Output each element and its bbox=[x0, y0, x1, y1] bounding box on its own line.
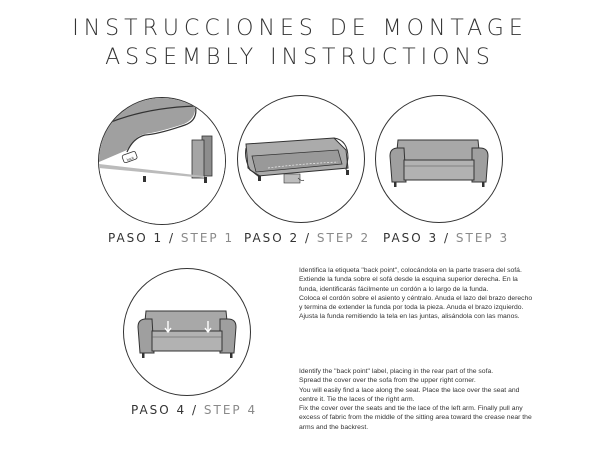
step-4-en: STEP 4 bbox=[203, 403, 258, 417]
instruction-en-4: Fix the cover over the seats and tie the lace of the left arm. Finally pull any excess of fabric from the middle of the sitting area toward the crease near the arms and the backrest. bbox=[299, 405, 532, 431]
back-label-es: DETRÁS bbox=[157, 139, 190, 148]
step-2-es: PASO 2 / bbox=[244, 231, 312, 245]
step-1-es: PASO 1 / bbox=[108, 231, 176, 245]
step-3-es: PASO 3 / bbox=[383, 231, 451, 245]
back-tag-text: back bbox=[126, 155, 135, 163]
step-1-en: STEP 1 bbox=[180, 231, 235, 245]
title-spanish: INSTRUCCIONES DE MONTAGE bbox=[72, 16, 528, 41]
step-4-es: PASO 4 / bbox=[131, 403, 199, 417]
back-label-en: BACK bbox=[165, 149, 189, 158]
instructions-spanish bbox=[299, 266, 534, 322]
step-2-illustration bbox=[237, 95, 365, 223]
title-english: ASSEMBLY INSTRUCTIONS bbox=[105, 45, 495, 70]
instruction-es-1: Identifica la etiqueta "back point", colocándola en la parte trasera del sofá. bbox=[299, 267, 522, 274]
step-2-en: STEP 2 bbox=[316, 231, 371, 245]
step-4-label bbox=[131, 403, 257, 417]
step-4-illustration bbox=[123, 268, 251, 396]
step-1-label bbox=[108, 231, 234, 245]
instruction-en-1: Identify the "back point" label, placing in the rear part of the sofa. bbox=[299, 368, 494, 375]
instruction-en-2: Spread the cover over the sofa from the upper right corner. bbox=[299, 377, 476, 385]
instruction-es-2: Extiende la funda sobre el sofá desde la esquina superior derecha. En la funda, identificarás fácilmente un cordón a lo largo de la funda. bbox=[299, 276, 518, 293]
instructions-english bbox=[299, 367, 534, 432]
step-3-label bbox=[383, 231, 509, 245]
instruction-en-3: You will easily find a lace along the seat. Place the lace over the seat and centre it. Tie the laces of the right arm. bbox=[299, 386, 520, 403]
step-1-illustration bbox=[98, 97, 226, 225]
step-3-illustration bbox=[375, 95, 503, 223]
step-3-en: STEP 3 bbox=[455, 231, 510, 245]
instruction-es-3: Coloca el cordón sobre el asiento y céntralo. Anuda el lazo del brazo derecho y termina de extender la funda por toda la pieza. Anuda el brazo izquierdo. Ajusta la funda remitiendo la tela en las juntas, alisándola con las manos. bbox=[299, 294, 533, 321]
step-2-label bbox=[244, 231, 370, 245]
